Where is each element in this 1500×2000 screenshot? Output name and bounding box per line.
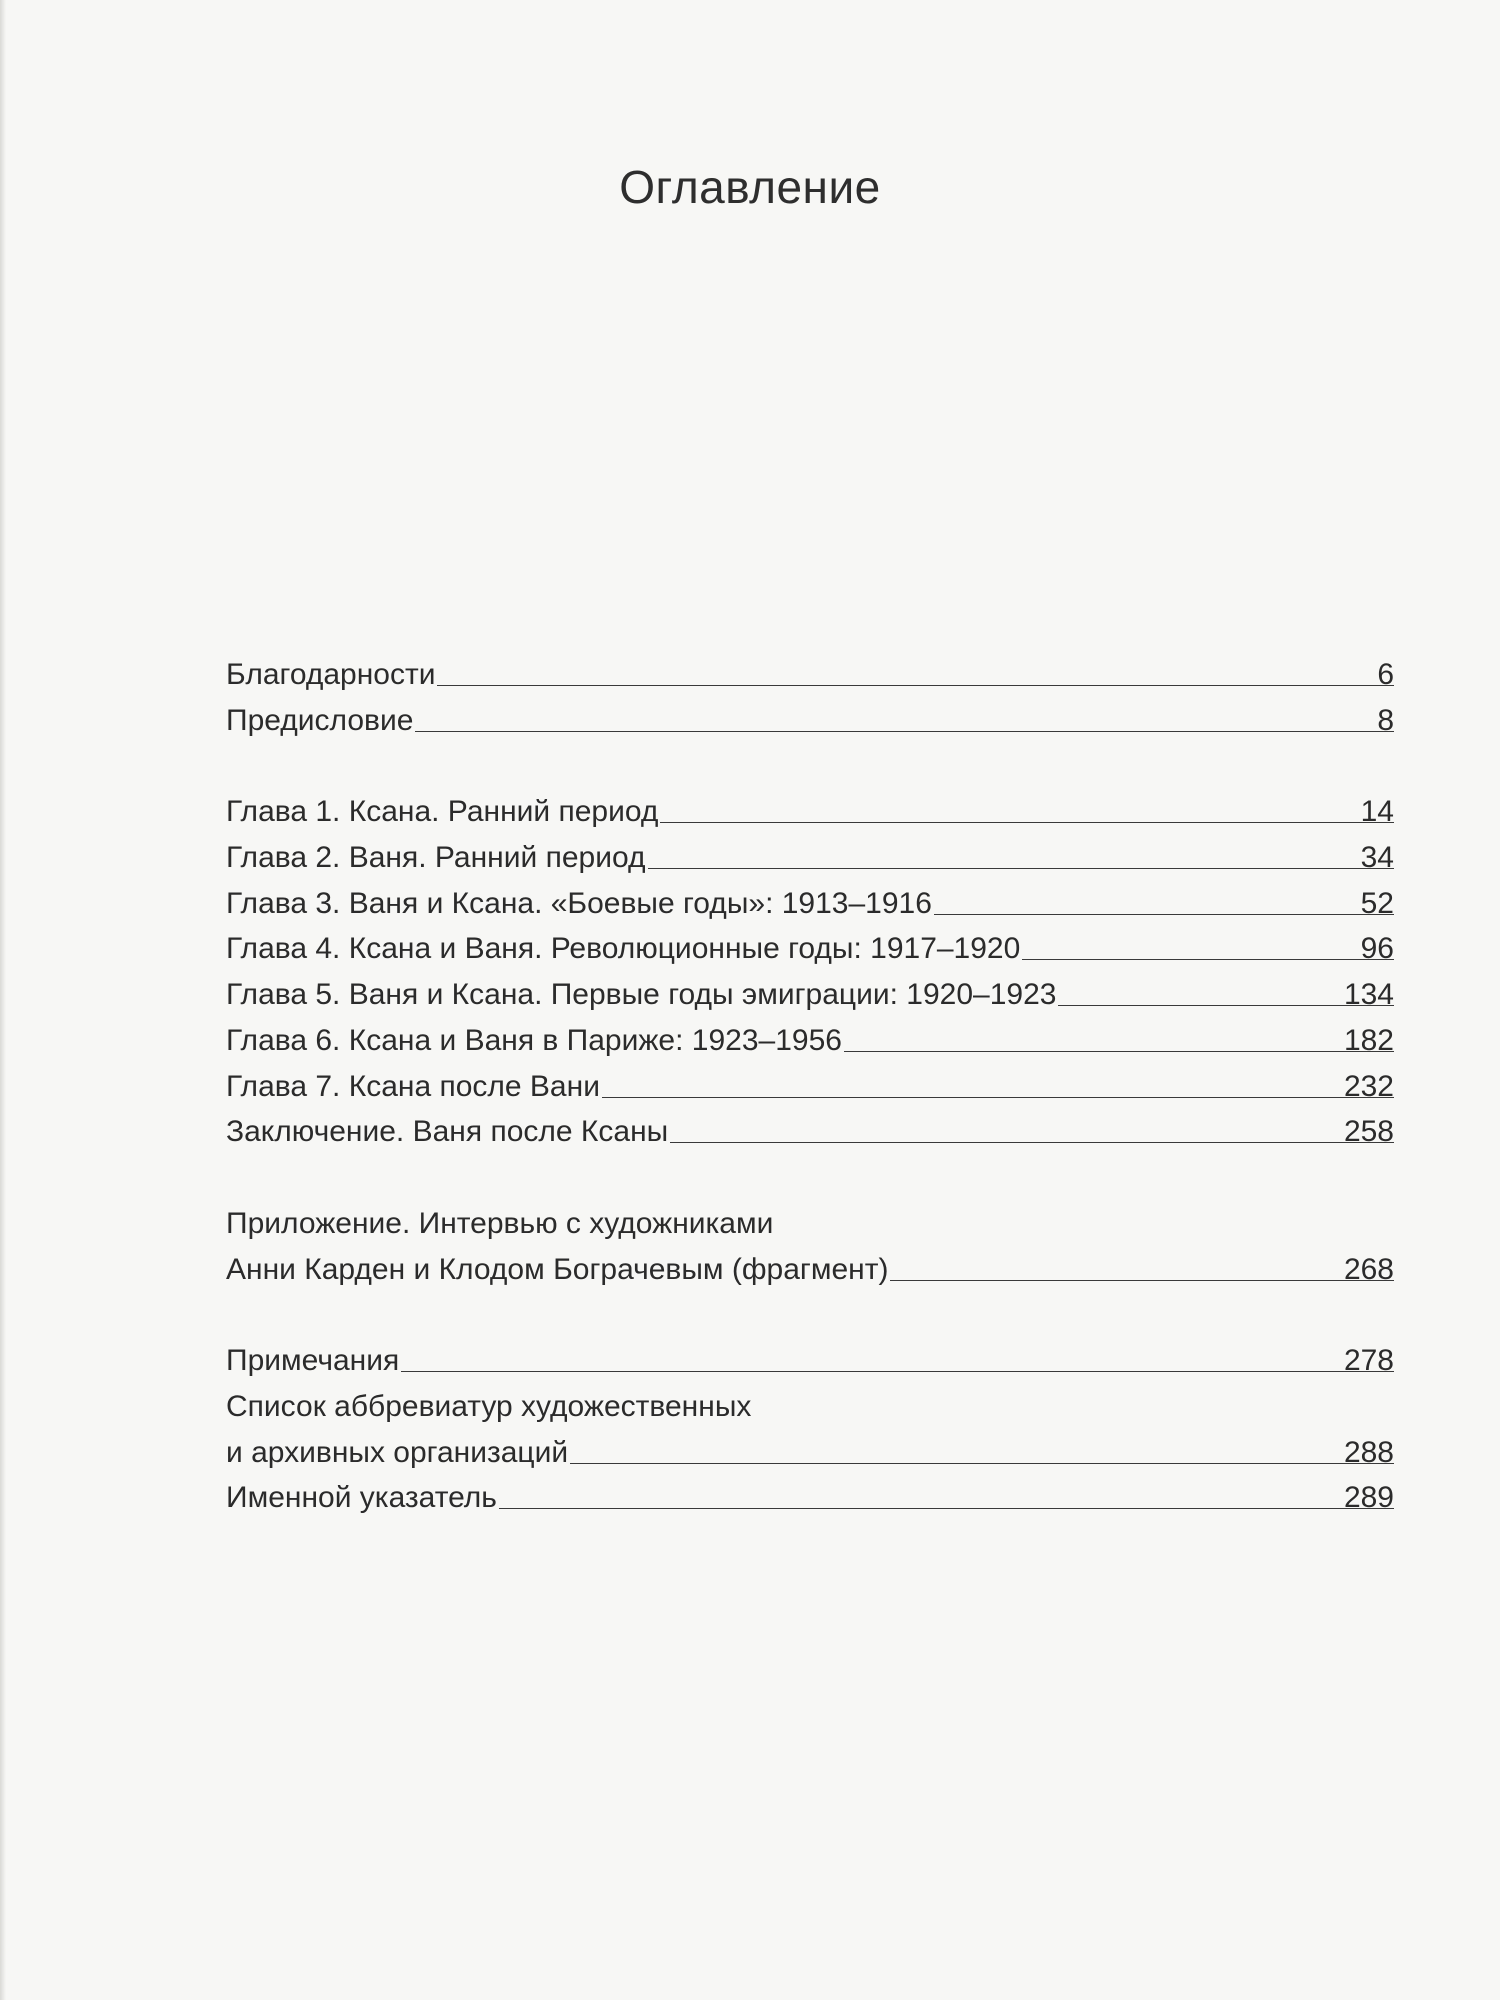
toc-entry-label: Примечания xyxy=(226,1344,400,1378)
toc-entry-abbreviations-line1[interactable] xyxy=(226,1384,1394,1430)
toc-entry-chapter-4[interactable] xyxy=(226,926,1394,972)
toc-leader-line xyxy=(602,1064,1344,1098)
toc-leader-line xyxy=(401,1338,1344,1372)
toc-leader-line xyxy=(1058,972,1344,1006)
toc-entry-chapter-1[interactable] xyxy=(226,789,1394,835)
toc-page-number: 258 xyxy=(1344,1109,1394,1143)
toc-entry-label: Глава 6. Ксана и Ваня в Париже: 1923–1956 xyxy=(226,1023,842,1057)
toc-page-number: 289 xyxy=(1344,1475,1394,1509)
toc-page-number: 52 xyxy=(1361,881,1394,915)
toc-entry-label: Глава 2. Ваня. Ранний период xyxy=(226,841,646,875)
toc-leader-line xyxy=(570,1430,1344,1464)
toc-leader-line xyxy=(437,652,1377,686)
toc-entry-notes[interactable] xyxy=(226,1338,1394,1384)
toc-entry-chapter-5[interactable] xyxy=(226,972,1394,1018)
toc-entry-label: Анни Карден и Клодом Бограчевым (фрагмент) xyxy=(226,1252,889,1286)
toc-entry-label: Глава 4. Ксана и Ваня. Революционные годы: 1917–1920 xyxy=(226,932,1021,966)
toc-entry-chapter-3[interactable] xyxy=(226,881,1394,927)
toc-page-number: 6 xyxy=(1377,652,1394,686)
toc-entry-label: Глава 5. Ваня и Ксана. Первые годы эмиграции: 1920–1923 xyxy=(226,978,1057,1012)
toc-leader-line xyxy=(1022,926,1360,960)
toc-leader-line xyxy=(499,1475,1344,1509)
toc-entry-foreword[interactable] xyxy=(226,698,1394,744)
page-edge xyxy=(0,0,6,2000)
toc-entry-label: Заключение. Ваня после Ксаны xyxy=(226,1115,669,1149)
toc-leader-line xyxy=(670,1109,1344,1143)
toc-page-number: 14 xyxy=(1361,789,1394,823)
toc-entry-name-index[interactable] xyxy=(226,1475,1394,1521)
toc-front-matter xyxy=(226,652,1394,743)
toc-page-number: 8 xyxy=(1377,698,1394,732)
toc-leader-line xyxy=(890,1247,1343,1281)
toc-entry-label: Глава 1. Ксана. Ранний период xyxy=(226,795,659,829)
toc-entry-appendix-line1[interactable] xyxy=(226,1201,1394,1247)
toc-page-number: 268 xyxy=(1344,1247,1394,1281)
toc-entry-label: Глава 7. Ксана после Вани xyxy=(226,1069,600,1103)
toc-page-number: 34 xyxy=(1361,835,1394,869)
toc-leader-line xyxy=(660,789,1360,823)
toc-page-number: 182 xyxy=(1344,1018,1394,1052)
toc-entry-label: и архивных организаций xyxy=(226,1435,569,1469)
toc-entry-chapter-2[interactable] xyxy=(226,835,1394,881)
toc-entry-label: Список аббревиатур художественных xyxy=(226,1389,752,1423)
toc-entry-label: Глава 3. Ваня и Ксана. «Боевые годы»: 1913–1916 xyxy=(226,886,932,920)
toc-chapters xyxy=(226,789,1394,1155)
toc-page-number: 96 xyxy=(1361,926,1394,960)
toc-back-matter xyxy=(226,1338,1394,1521)
table-of-contents xyxy=(226,652,1394,1521)
toc-entry-label: Приложение. Интервью с художниками xyxy=(226,1206,774,1240)
toc-appendix xyxy=(226,1201,1394,1292)
toc-entry-label: Благодарности xyxy=(226,658,436,691)
toc-page-number: 232 xyxy=(1344,1064,1394,1098)
toc-entry-abbreviations-line2[interactable] xyxy=(226,1430,1394,1476)
toc-leader-line xyxy=(648,835,1361,869)
toc-page-number: 278 xyxy=(1344,1338,1394,1372)
toc-page-number: 134 xyxy=(1344,972,1394,1006)
toc-entry-conclusion[interactable] xyxy=(226,1109,1394,1155)
toc-leader-line xyxy=(415,698,1377,732)
toc-entry-appendix-line2[interactable] xyxy=(226,1247,1394,1293)
toc-entry-chapter-6[interactable] xyxy=(226,1018,1394,1064)
toc-entry-acknowledgements[interactable] xyxy=(226,652,1394,698)
toc-page-number: 288 xyxy=(1344,1430,1394,1464)
toc-entry-label: Предисловие xyxy=(226,703,414,737)
toc-entry-label: Именной указатель xyxy=(226,1481,497,1515)
toc-entry-chapter-7[interactable] xyxy=(226,1064,1394,1110)
toc-leader-line xyxy=(844,1018,1344,1052)
toc-leader-line xyxy=(934,881,1361,915)
page-title: Оглавление xyxy=(619,161,881,213)
